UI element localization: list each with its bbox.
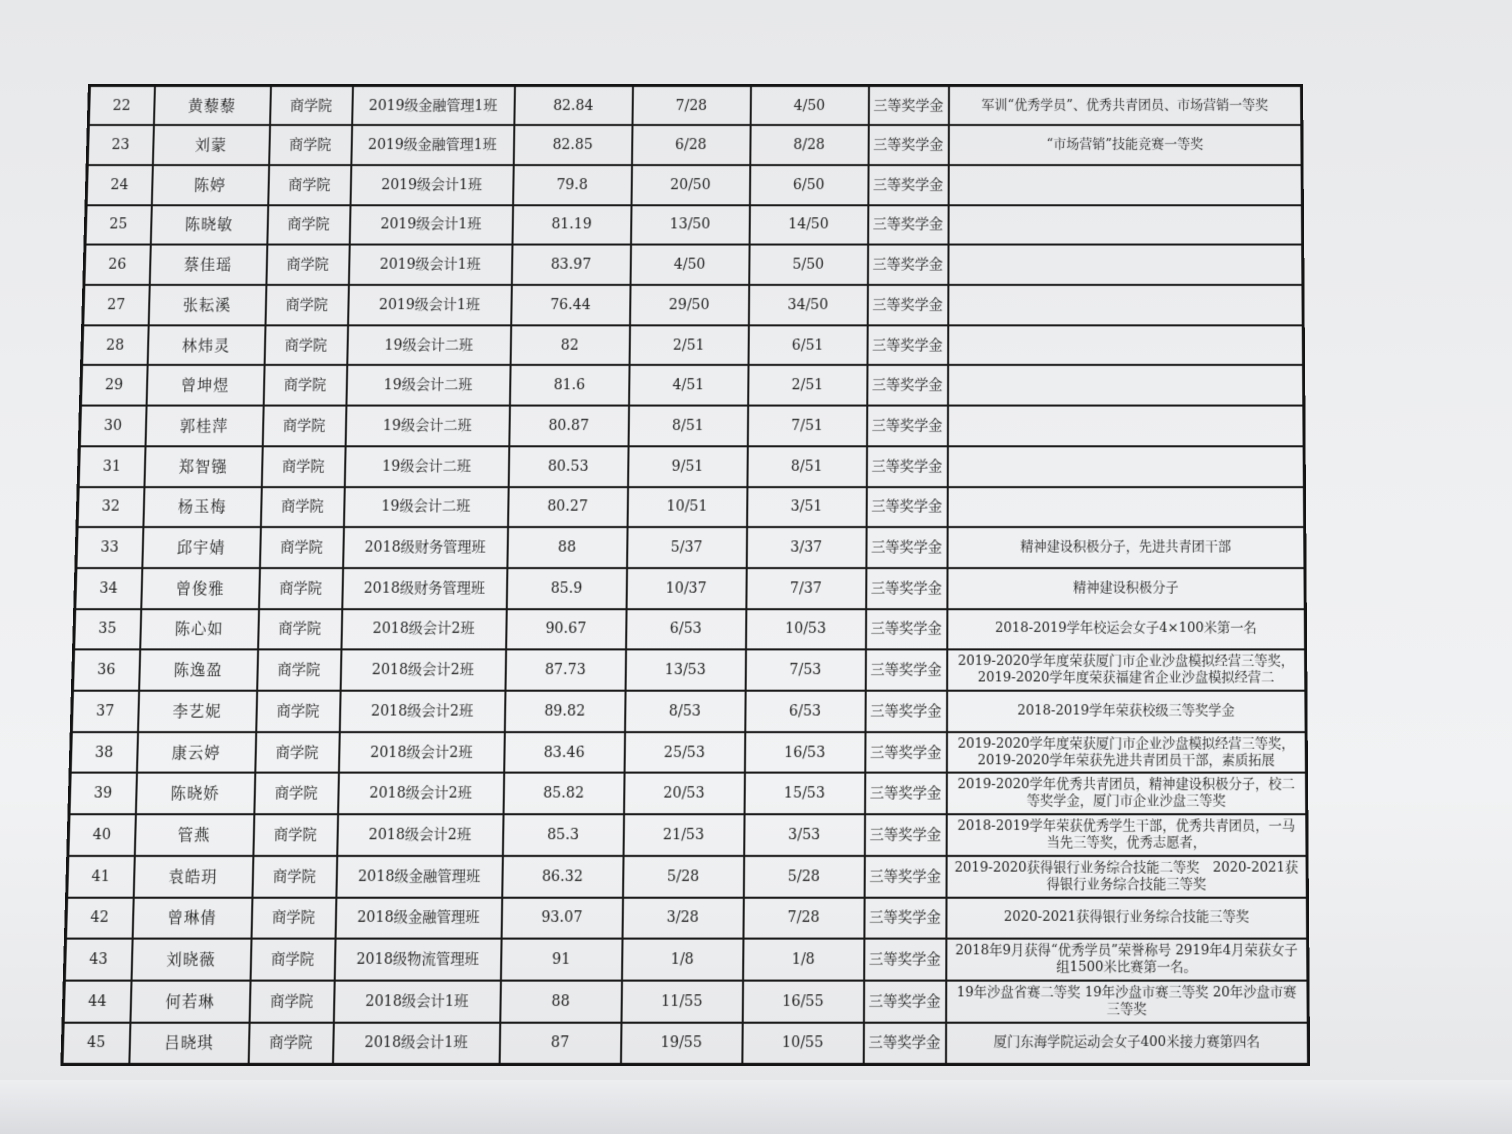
student-name-cell: 李艺妮	[138, 691, 257, 732]
rank-two-cell: 1/8	[743, 939, 864, 981]
honors-note-cell	[948, 165, 1302, 205]
class-name-cell: 2018级会计1班	[333, 981, 500, 1023]
rank-two-cell: 7/28	[743, 897, 864, 939]
score-cell: 91	[500, 939, 622, 981]
college-cell: 商学院	[254, 773, 339, 814]
award-level-cell: 三等奖学金	[868, 165, 948, 205]
rank-two-cell: 2/51	[748, 365, 867, 405]
table-row	[67, 856, 1308, 897]
row-number-cell: 35	[74, 609, 141, 650]
college-cell: 商学院	[249, 981, 334, 1023]
score-cell: 76.44	[511, 285, 630, 325]
class-name-cell: 2018级会计2班	[337, 814, 503, 855]
table-row	[77, 487, 1305, 528]
rank-two-cell: 7/51	[747, 406, 866, 446]
honors-note-cell	[948, 325, 1304, 365]
score-cell: 86.32	[502, 856, 623, 897]
honors-note-cell: 军训“优秀学员”、优秀共青团员、市场营销一等奖	[948, 85, 1301, 125]
rank-one-cell: 10/51	[627, 487, 747, 528]
student-name-cell: 陈晓娇	[135, 773, 254, 814]
paper-bottom-edge	[0, 1080, 1512, 1134]
score-cell: 89.82	[504, 691, 625, 732]
student-name-cell: 杨玉梅	[143, 487, 261, 528]
rank-one-cell: 8/53	[625, 691, 746, 732]
award-level-cell: 三等奖学金	[866, 568, 947, 609]
class-name-cell: 2019级会计1班	[350, 165, 513, 205]
student-name-cell: 吕晓琪	[129, 1022, 249, 1064]
college-cell: 商学院	[262, 406, 346, 446]
table-row	[74, 609, 1306, 650]
honors-note-cell: 2020-2021获得银行业务综合技能三等奖	[946, 897, 1308, 939]
rank-two-cell: 7/37	[746, 568, 866, 609]
score-cell: 85.82	[503, 773, 624, 814]
honors-note-cell	[947, 406, 1304, 446]
rank-one-cell: 9/51	[628, 446, 748, 487]
rank-two-cell: 16/55	[742, 981, 863, 1023]
scholarship-table	[60, 84, 1310, 1066]
rank-two-cell: 10/53	[745, 609, 865, 650]
honors-note-cell: 2018年9月获得“优秀学员”荣誉称号 2919年4月荣获女子组1500米比赛第一名。	[946, 939, 1308, 981]
row-number-cell: 37	[71, 691, 138, 732]
row-number-cell: 36	[72, 650, 139, 691]
rank-one-cell: 19/55	[620, 1022, 742, 1064]
honors-note-cell: 2019-2020学年度荣获厦门市企业沙盘模拟经营三等奖，2019-2020学年荣获先进共青团员干部，素质拓展	[946, 732, 1306, 773]
student-name-cell: 邱宇婧	[142, 527, 261, 568]
college-cell: 商学院	[259, 568, 343, 609]
rank-two-cell: 34/50	[748, 285, 867, 325]
college-cell: 商学院	[270, 85, 353, 125]
table-row	[62, 1022, 1309, 1064]
honors-note-cell	[947, 446, 1304, 487]
honors-note-cell: 精神建设积极分子	[947, 568, 1305, 609]
rank-two-cell: 5/50	[749, 245, 868, 285]
honors-note-cell: 2019-2020学年度荣获厦门市企业沙盘模拟经营三等奖，2019-2020学年度荣获福建省企业沙盘模拟经营二	[947, 650, 1306, 691]
award-level-cell: 三等奖学金	[868, 85, 948, 125]
student-name-cell: 刘晓薇	[131, 939, 251, 981]
table-row	[69, 773, 1307, 814]
student-name-cell: 刘蒙	[152, 125, 269, 165]
table-row	[80, 365, 1303, 405]
class-name-cell: 2018级财务管理班	[343, 527, 508, 568]
row-number-cell: 31	[78, 446, 145, 487]
student-name-cell: 黄藜藜	[153, 85, 270, 125]
student-name-cell: 林炜灵	[147, 325, 265, 365]
rank-one-cell: 5/37	[627, 527, 747, 568]
table-body	[62, 85, 1309, 1064]
college-cell: 商学院	[263, 365, 347, 405]
score-cell: 87	[499, 1022, 621, 1064]
award-level-cell: 三等奖学金	[865, 650, 947, 691]
award-level-cell: 三等奖学金	[867, 245, 948, 285]
class-name-cell: 19级会计二班	[347, 325, 511, 365]
rank-one-cell: 4/50	[630, 245, 749, 285]
student-name-cell: 曾俊雅	[141, 568, 260, 609]
rank-one-cell: 10/37	[626, 568, 746, 609]
class-name-cell: 19级会计二班	[343, 487, 508, 528]
award-level-cell: 三等奖学金	[865, 773, 947, 814]
class-name-cell: 2018级会计2班	[338, 773, 504, 814]
college-cell: 商学院	[259, 527, 343, 568]
table-row	[75, 568, 1306, 609]
honors-note-cell: 2018-2019学年校运会女子4×100米第一名	[947, 609, 1306, 650]
award-level-cell: 三等奖学金	[865, 609, 946, 650]
student-name-cell: 蔡佳瑶	[149, 245, 267, 285]
class-name-cell: 2019级金融管理1班	[351, 125, 514, 165]
student-name-cell: 陈婷	[151, 165, 268, 205]
table-row	[87, 125, 1302, 165]
honors-note-cell: 2019-2020获得银行业务综合技能二等奖 2020-2021获得银行业务综合技能三等奖	[946, 856, 1307, 897]
college-cell: 商学院	[257, 650, 341, 691]
table-row	[86, 165, 1302, 205]
student-name-cell: 康云婷	[136, 732, 255, 773]
class-name-cell: 2018级金融管理班	[335, 897, 502, 939]
college-cell: 商学院	[260, 487, 344, 528]
college-cell: 商学院	[261, 446, 345, 487]
rank-one-cell: 4/51	[629, 365, 748, 405]
rank-two-cell: 3/51	[747, 487, 867, 528]
rank-two-cell: 6/51	[748, 325, 867, 365]
score-cell: 81.6	[509, 365, 629, 405]
college-cell: 商学院	[258, 609, 342, 650]
college-cell: 商学院	[251, 897, 336, 939]
table-row	[84, 245, 1303, 285]
table-row	[65, 897, 1307, 939]
honors-note-cell: 19年沙盘省赛二等奖 19年沙盘市赛三等奖 20年沙盘市赛三等奖	[946, 981, 1309, 1023]
student-name-cell: 曾琳倩	[132, 897, 252, 939]
row-number-cell: 38	[70, 732, 137, 773]
rank-two-cell: 4/50	[750, 85, 868, 125]
honors-note-cell	[948, 285, 1303, 325]
college-cell: 商学院	[253, 814, 338, 855]
class-name-cell: 19级会计二班	[345, 406, 509, 446]
table-row	[63, 981, 1308, 1023]
college-cell: 商学院	[268, 165, 351, 205]
rank-one-cell: 7/28	[632, 85, 750, 125]
college-cell: 商学院	[269, 125, 352, 165]
rank-two-cell: 3/53	[744, 814, 865, 855]
college-cell: 商学院	[264, 325, 347, 365]
rank-one-cell: 8/51	[628, 406, 748, 446]
student-name-cell: 陈晓敏	[150, 205, 267, 245]
rank-one-cell: 20/53	[624, 773, 745, 814]
score-cell: 85.3	[502, 814, 623, 855]
row-number-cell: 34	[75, 568, 142, 609]
student-name-cell: 陈逸盈	[139, 650, 258, 691]
score-cell: 83.46	[504, 732, 625, 773]
row-number-cell: 29	[80, 365, 147, 405]
row-number-cell: 28	[82, 325, 149, 365]
college-cell: 商学院	[248, 1022, 333, 1064]
rank-one-cell: 13/50	[631, 205, 750, 245]
award-level-cell: 三等奖学金	[867, 365, 948, 405]
row-number-cell: 30	[79, 406, 146, 446]
row-number-cell: 26	[84, 245, 150, 285]
table-row	[76, 527, 1305, 568]
award-level-cell: 三等奖学金	[866, 446, 947, 487]
row-number-cell: 41	[67, 856, 135, 897]
table-row	[72, 650, 1305, 691]
class-name-cell: 2019级会计1班	[348, 285, 512, 325]
class-name-cell: 19级会计二班	[346, 365, 510, 405]
student-name-cell: 张耘溪	[148, 285, 266, 325]
score-cell: 82.84	[514, 85, 633, 125]
college-cell: 商学院	[266, 245, 349, 285]
score-cell: 79.8	[513, 165, 632, 205]
college-cell: 商学院	[250, 939, 335, 981]
award-level-cell: 三等奖学金	[866, 487, 947, 528]
class-name-cell: 19级会计二班	[344, 446, 509, 487]
score-cell: 85.9	[506, 568, 626, 609]
honors-note-cell: 2018-2019学年荣获优秀学生干部，优秀共青团员，一马当先三等奖，优秀志愿者，	[946, 814, 1307, 855]
row-number-cell: 27	[83, 285, 150, 325]
student-name-cell: 郭桂萍	[145, 406, 263, 446]
rank-one-cell: 5/28	[623, 856, 744, 897]
score-cell: 81.19	[512, 205, 631, 245]
table-row	[71, 691, 1306, 732]
award-level-cell: 三等奖学金	[865, 691, 947, 732]
row-number-cell: 45	[62, 1022, 130, 1064]
table-row	[79, 406, 1304, 446]
class-name-cell: 2018级会计1班	[332, 1022, 499, 1064]
row-number-cell: 43	[64, 939, 132, 981]
score-cell: 82.85	[513, 125, 632, 165]
rank-two-cell: 6/53	[745, 691, 865, 732]
score-cell: 80.27	[508, 487, 628, 528]
table-row	[88, 85, 1301, 125]
score-cell: 80.87	[509, 406, 629, 446]
rank-one-cell: 2/51	[629, 325, 748, 365]
class-name-cell: 2019级会计1班	[349, 205, 512, 245]
rank-two-cell: 5/28	[743, 856, 864, 897]
class-name-cell: 2018级会计2班	[341, 609, 506, 650]
honors-note-cell: 2019-2020学年优秀共青团员，精神建设积极分子，校二等奖学金，厦门市企业沙盘三等奖	[946, 773, 1307, 814]
rank-two-cell: 6/50	[749, 165, 868, 205]
table-row	[70, 732, 1306, 773]
row-number-cell: 32	[77, 487, 144, 528]
class-name-cell: 2018级金融管理班	[336, 856, 502, 897]
award-level-cell: 三等奖学金	[867, 285, 948, 325]
rank-one-cell: 29/50	[630, 285, 749, 325]
student-name-cell: 郑智镪	[144, 446, 262, 487]
rank-two-cell: 7/53	[745, 650, 865, 691]
rank-one-cell: 3/28	[622, 897, 743, 939]
score-cell: 90.67	[506, 609, 626, 650]
row-number-cell: 33	[76, 527, 143, 568]
class-name-cell: 2018级会计2班	[338, 732, 504, 773]
award-level-cell: 三等奖学金	[863, 981, 945, 1023]
award-level-cell: 三等奖学金	[864, 856, 946, 897]
college-cell: 商学院	[252, 856, 337, 897]
score-cell: 87.73	[505, 650, 626, 691]
rank-two-cell: 3/37	[746, 527, 866, 568]
rank-two-cell: 8/28	[750, 125, 868, 165]
class-name-cell: 2019级会计1班	[348, 245, 512, 285]
table-row	[64, 939, 1308, 981]
award-level-cell: 三等奖学金	[864, 814, 946, 855]
table-row	[85, 205, 1303, 245]
row-number-cell: 44	[63, 981, 131, 1023]
row-number-cell: 22	[88, 85, 154, 125]
award-level-cell: 三等奖学金	[865, 732, 947, 773]
class-name-cell: 2018级物流管理班	[334, 939, 501, 981]
student-name-cell: 何若琳	[130, 981, 250, 1023]
honors-note-cell	[948, 205, 1303, 245]
row-number-cell: 23	[87, 125, 153, 165]
honors-note-cell	[948, 245, 1303, 285]
honors-note-cell: “市场营销”技能竞赛一等奖	[948, 125, 1302, 165]
class-name-cell: 2018级会计2班	[339, 691, 505, 732]
table-row	[78, 446, 1304, 487]
rank-two-cell: 16/53	[744, 732, 865, 773]
table-row	[68, 814, 1307, 855]
college-cell: 商学院	[255, 732, 339, 773]
award-level-cell: 三等奖学金	[868, 205, 948, 245]
rank-two-cell: 15/53	[744, 773, 865, 814]
scholarship-table-sheet	[60, 84, 1307, 1066]
student-name-cell: 曾坤煜	[146, 365, 264, 405]
college-cell: 商学院	[267, 205, 350, 245]
row-number-cell: 25	[85, 205, 151, 245]
student-name-cell: 袁皓玥	[133, 856, 253, 897]
honors-note-cell	[947, 487, 1305, 528]
rank-one-cell: 25/53	[624, 732, 745, 773]
score-cell: 88	[507, 527, 627, 568]
row-number-cell: 40	[68, 814, 136, 855]
award-level-cell: 三等奖学金	[863, 1022, 945, 1064]
rank-one-cell: 13/53	[625, 650, 745, 691]
student-name-cell: 管燕	[134, 814, 254, 855]
class-name-cell: 2018级会计2班	[340, 650, 506, 691]
rank-two-cell: 14/50	[749, 205, 868, 245]
class-name-cell: 2018级财务管理班	[342, 568, 507, 609]
class-name-cell: 2019级金融管理1班	[352, 85, 515, 125]
rank-one-cell: 6/53	[626, 609, 746, 650]
row-number-cell: 39	[69, 773, 136, 814]
award-level-cell: 三等奖学金	[867, 325, 948, 365]
rank-two-cell: 8/51	[747, 446, 867, 487]
award-level-cell: 三等奖学金	[866, 527, 947, 568]
honors-note-cell	[948, 365, 1304, 405]
score-cell: 82	[510, 325, 629, 365]
award-level-cell: 三等奖学金	[867, 406, 948, 446]
college-cell: 商学院	[265, 285, 348, 325]
honors-note-cell: 厦门东海学院运动会女子400米接力赛第四名	[945, 1022, 1308, 1064]
table-row	[83, 285, 1304, 325]
college-cell: 商学院	[256, 691, 340, 732]
rank-one-cell: 11/55	[621, 981, 743, 1023]
honors-note-cell: 2018-2019学年荣获校级三等奖学金	[947, 691, 1307, 732]
rank-one-cell: 21/53	[623, 814, 744, 855]
award-level-cell: 三等奖学金	[864, 897, 946, 939]
rank-one-cell: 1/8	[621, 939, 742, 981]
rank-two-cell: 10/55	[742, 1022, 864, 1064]
table-row	[82, 325, 1304, 365]
row-number-cell: 42	[65, 897, 133, 939]
score-cell: 93.07	[501, 897, 622, 939]
honors-note-cell: 精神建设积极分子，先进共青团干部	[947, 527, 1305, 568]
student-name-cell: 陈心如	[140, 609, 259, 650]
score-cell: 88	[500, 981, 622, 1023]
score-cell: 83.97	[511, 245, 630, 285]
rank-one-cell: 6/28	[632, 125, 751, 165]
award-level-cell: 三等奖学金	[868, 125, 948, 165]
award-level-cell: 三等奖学金	[864, 939, 946, 981]
rank-one-cell: 20/50	[631, 165, 750, 205]
row-number-cell: 24	[86, 165, 152, 205]
score-cell: 80.53	[508, 446, 628, 487]
